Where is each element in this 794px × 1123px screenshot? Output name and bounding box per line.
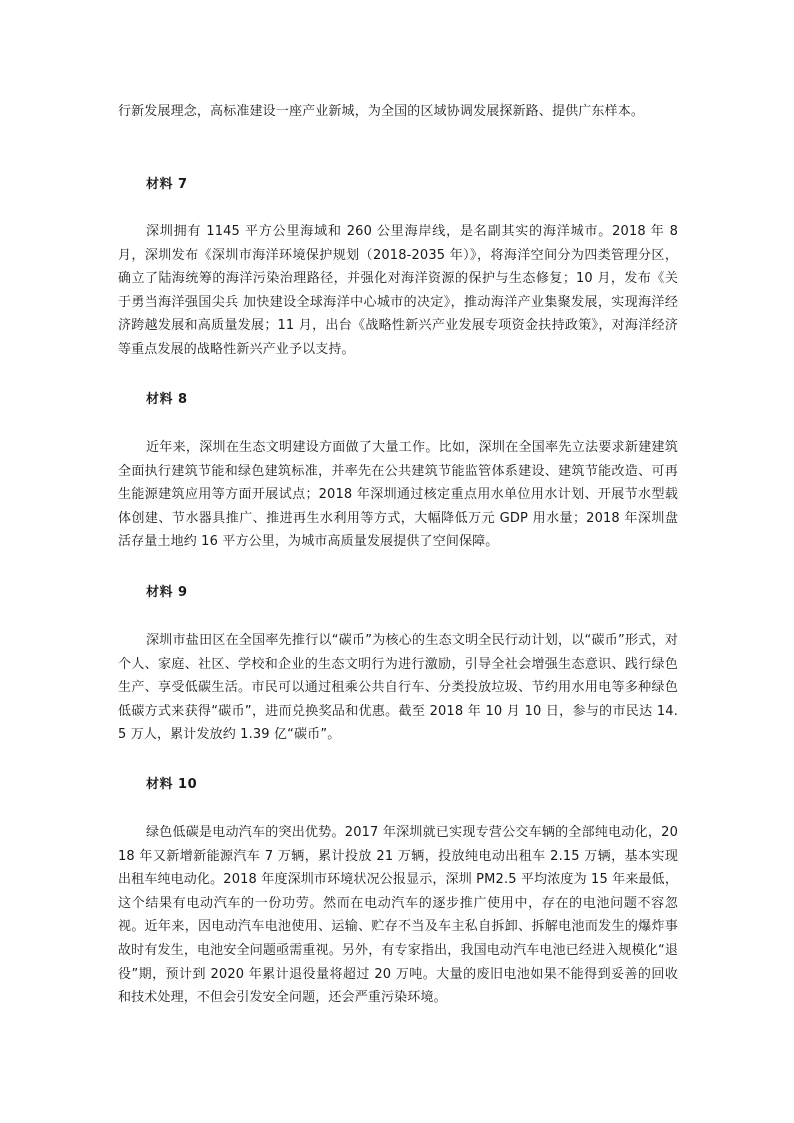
material-9-body: 深圳市盐田区在全国率先推行以“碳币”为核心的生态文明全民行动计划，以“碳币”形式，对个人、家庭、社区、学校和企业的生态文明行为进行激励，引导全社会增强生态意识、践行绿色生产、享受低碳生活。市民可以通过租乘公共自行车、分类投放垃圾、节约用水用电等多种绿色低碳方式来获得“碳币”，进而兑换奖品和优惠。截至 2018 年 10 月 10 日，参与的市民达 14.5 万人，累计发放约 1.39 亿“碳币”。 bbox=[118, 633, 678, 743]
material-7-heading: 材料 7 bbox=[146, 177, 188, 192]
material-8-body: 近年来，深圳在生态文明建设方面做了大量工作。比如，深圳在全国率先立法要求新建建筑全面执行建筑节能和绿色建筑标准，并率先在公共建筑节能监管体系建设、建筑节能改造、可再生能源建筑应用等方面开展试点；2018 年深圳通过核定重点用水单位用水计划、开展节水型载体创建、节水器具推广、推进再生水利用等方式，大幅降低万元 GDP 用水量；2018 年深圳盘活存量土地约 16 平方公里，为城市高质量发展提供了空间保障。 bbox=[118, 440, 678, 550]
material-10-heading: 材料 10 bbox=[146, 777, 198, 792]
material-9-heading: 材料 9 bbox=[146, 585, 188, 600]
material-7-body: 深圳拥有 1145 平方公里海域和 260 公里海岸线，是名副其实的海洋城市。2018 年 8 月，深圳发布《深圳市海洋环境保护规划（2018-2035 年）》，将海洋空间分为四类管理分区，确立了陆海统筹的海洋污染治理路径，并强化对海洋资源的保护与生态修复；10 月，发布《关于勇当海洋强国尖兵 加快建设全球海洋中心城市的决定》，推动海洋产业集聚发展，实现海洋经济跨越发展和高质量发展；11 月，出台《战略性新兴产业发展专项资金扶持政策》，对海洋经济等重点发展的战略性新兴产业予以支持。 bbox=[118, 224, 678, 357]
material-10-body: 绿色低碳是电动汽车的突出优势。2017 年深圳就已实现专营公交车辆的全部纯电动化，2018 年又新增新能源汽车 7 万辆，累计投放 21 万辆，投放纯电动出租车 2.15 万辆，基本实现出租车纯电动化。2018 年度深圳市环境状况公报显示，深圳 PM2.5 平均浓度为 15 年来最低，这个结果有电动汽车的一份功劳。然而在电动汽车的逐步推广使用中，存在的电池问题不容忽视。近年来，因电动汽车电池使用、运输、贮存不当及车主私自拆卸、拆解电池而发生的爆炸事故时有发生，电池安全问题亟需重视。另外，有专家指出，我国电动汽车电池已经进入规模化“退役”期，预计到 2020 年累计退役量将超过 20 万吨。大量的废旧电池如果不能得到妥善的回收和技术处理，不但会引发安全问题，还会严重污染环境。 bbox=[118, 825, 678, 1006]
material-8-heading: 材料 8 bbox=[146, 392, 188, 407]
intro-paragraph-tail: 行新发展理念，高标准建设一座产业新城，为全国的区域协调发展探新路、提供广东样本。 bbox=[118, 104, 645, 119]
